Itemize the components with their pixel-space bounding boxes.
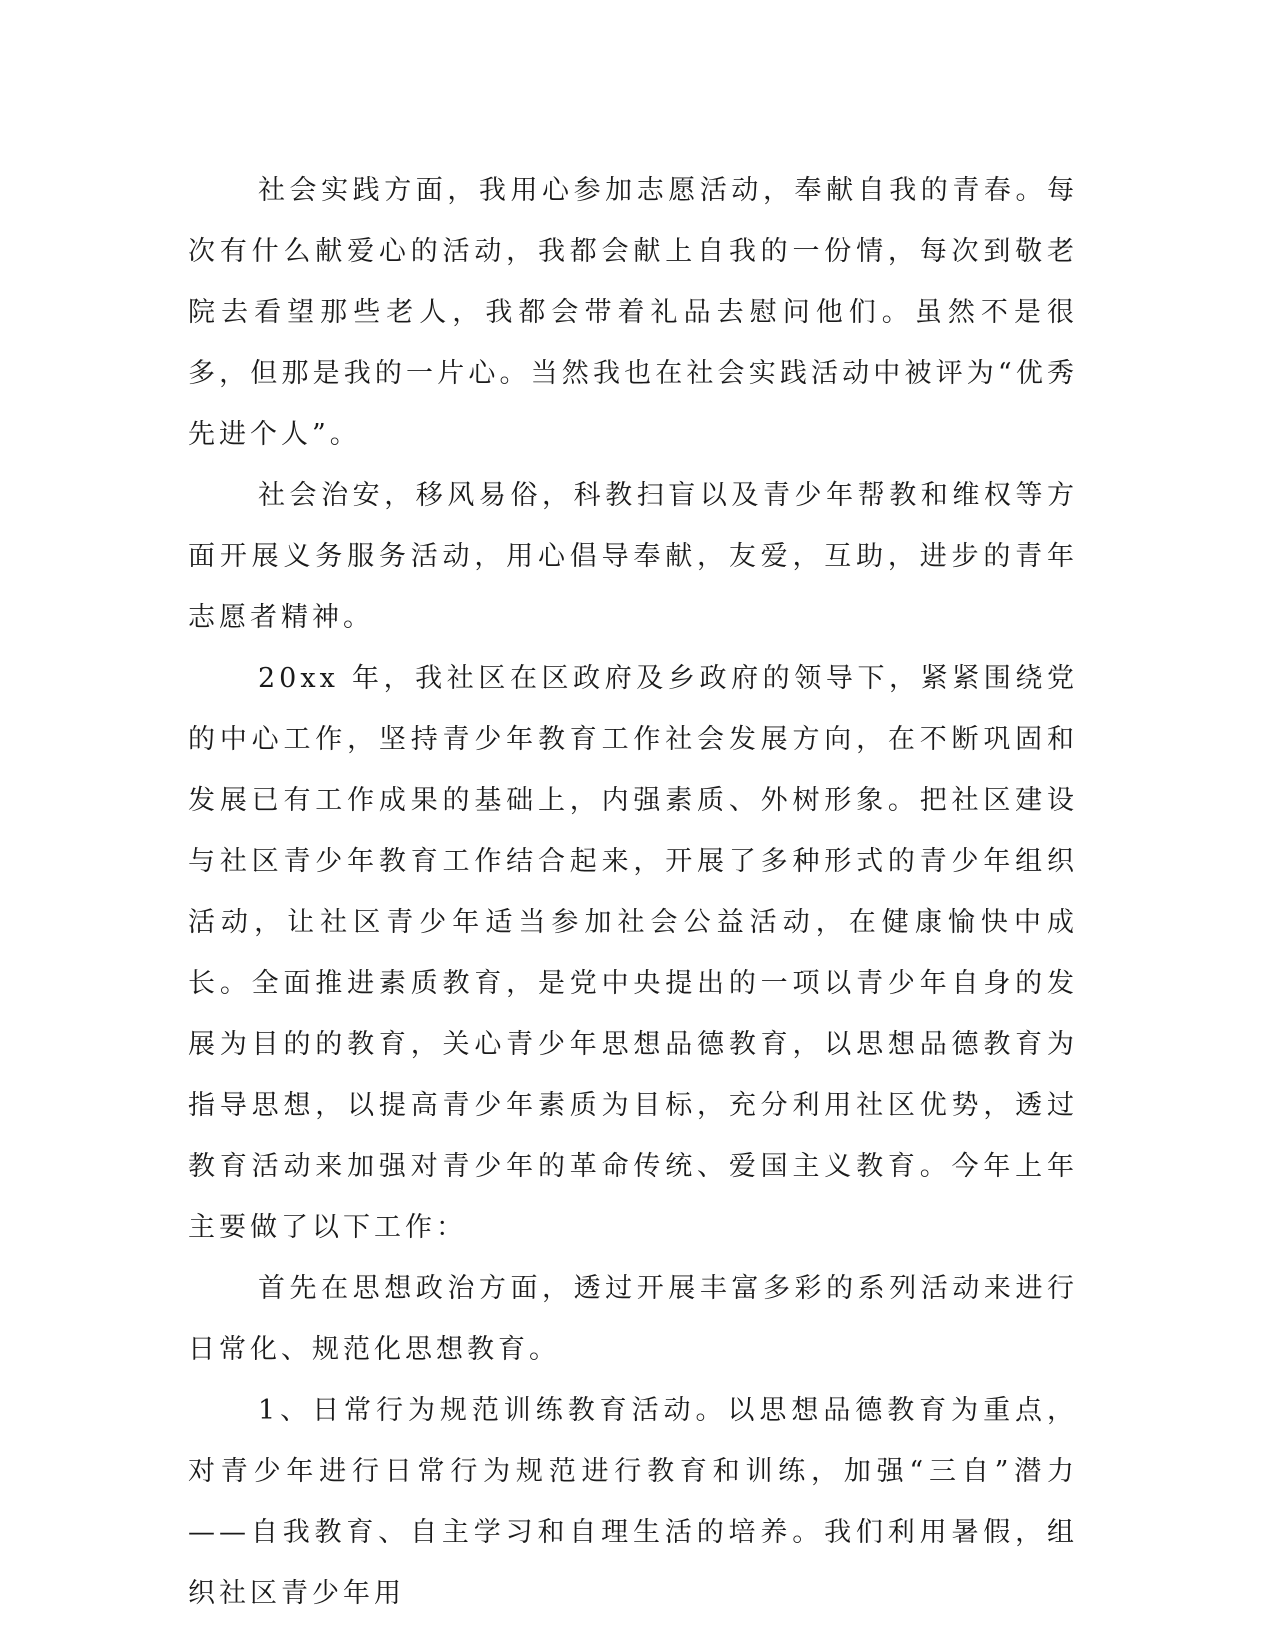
document-body — [188, 160, 1078, 1624]
paragraph-social-practice: 社会实践方面，我用心参加志愿活动，奉献自我的青春。每次有什么献爱心的活动，我都会献上自我的一份情，每次到敬老院去看望那些老人，我都会带着礼品去慰问他们。虽然不是很多，但那是我的一片心。当然我也在社会实践活动中被评为“优秀先进个人”。 — [188, 175, 1078, 450]
paragraph-ideological-political: 首先在思想政治方面，透过开展丰富多彩的系列活动来进行日常化、规范化思想教育。 — [188, 1273, 1078, 1365]
paragraph-behavior-training: 1、日常行为规范训练教育活动。以思想品德教育为重点，对青少年进行日常行为规范进行教育和训练，加强“三自”潜力——自我教育、自主学习和自理生活的培养。我们利用暑假，组织社区青少年用 — [188, 1395, 1078, 1609]
paragraph-volunteer-services: 社会治安，移风易俗，科教扫盲以及青少年帮教和维权等方面开展义务服务活动，用心倡导奉献，友爱，互助，进步的青年志愿者精神。 — [188, 480, 1078, 633]
paragraph-community-youth-education: 20xx 年，我社区在区政府及乡政府的领导下，紧紧围绕党的中心工作，坚持青少年教育工作社会发展方向，在不断巩固和发展已有工作成果的基础上，内强素质、外树形象。把社区建设与社区青少年教育工作结合起来，开展了多种形式的青少年组织活动，让社区青少年适当参加社会公益活动，在健康愉快中成长。全面推进素质教育，是党中央提出的一项以青少年自身的发展为目的的教育，关心青少年思想品德教育，以思想品德教育为指导思想，以提高青少年素质为目标，充分利用社区优势，透过教育活动来加强对青少年的革命传统、爱国主义教育。今年上年主要做了以下工作： — [188, 663, 1078, 1243]
